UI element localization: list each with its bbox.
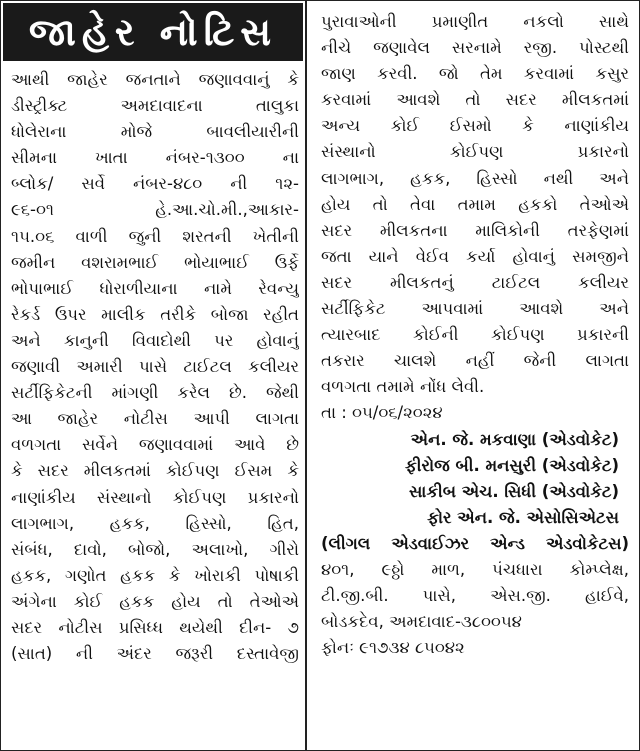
body-line: અને કાનુની વિવાદોથી પર હોવાનું <box>11 330 299 350</box>
body-line: જતા યાને વેઈવ કર્યા હોવાનું સમજીને <box>321 246 629 266</box>
notice-body-right <box>309 9 639 661</box>
body-line: સર્ટીફિકેટની માંગણી કરેલ છે. જેથી <box>11 383 299 403</box>
body-line: સંબંધ, દાવો, બોજો, અલાખો, ગીરો <box>11 539 299 559</box>
notice-title: જાહેર નોટિસ <box>3 3 303 61</box>
firm-descriptor: (લીગલ એડવાઈઝર એન્ડ એડવોકેટસ) <box>321 533 629 553</box>
body-line: નાણાંકીય સંસ્થાનો કોઈપણ પ્રકારનો <box>11 487 299 507</box>
body-line: ધોલેરાના મોજે બાવલીયારીની <box>11 122 299 142</box>
signatory-name: સાકીબ એચ. સિધી (એડવોકેટ) <box>408 481 619 501</box>
firm-name: ફોર એન. જે. એસોસિએટસ <box>427 507 619 527</box>
body-line: અન્ય કોઈ ઈસમો કે નાણાંકીય <box>321 116 629 136</box>
body-line: નીચે જણાવેલ સરનામે રજી. પોસ્ટથી <box>321 38 629 58</box>
notice-date: તા : ૦૫/૦૬/૨૦૨૪ <box>321 403 443 423</box>
signatory-name: એન. જે. મકવાણા (એડવોકેટ) <box>410 429 619 449</box>
body-line: બ્લોક/ સર્વે નંબર-૪૮૦ ની ૧૨- <box>11 174 299 194</box>
body-line: રેકર્ડ ઉપર માલીક તરીકે બોજા રહીત <box>11 304 299 324</box>
address-line: બોડકદેવ, અમદાવાદ-૩૮૦૦૫૪ <box>321 612 522 632</box>
body-line: જમીન વશરામભાઈ ભોયાભાઈ ઉર્ફે <box>11 252 299 272</box>
body-line: સદર મીલકતનું ટાઈટલ કલીયર <box>321 272 629 292</box>
notice-body-left <box>1 67 305 667</box>
body-line: સંસ્થાનો કોઈપણ પ્રકારનો <box>321 142 629 162</box>
body-line: લાગભાગ, હકક, હિસ્સો નથી અને <box>321 168 629 188</box>
body-line: ૧૫.૦૬ વાળી જુની શરતની ખેતીની <box>11 226 299 246</box>
body-line: વળગતા તમામે નોંધ લેવી. <box>321 377 485 397</box>
body-line: હોય તો તેવા તમામ હકકો તેઓએ <box>321 194 629 214</box>
body-line: કરવામાં આવશે તો સદર મીલકતમાં <box>321 90 629 110</box>
body-line: ૯૬-૦૧ હે.આ.ચો.મી.,આકાર- <box>11 200 299 220</box>
body-line: હકક, ગણોત હકક કે ખોરાકી પોષાકી <box>11 565 299 585</box>
address-line: ૪૦૧, ૯ઠ્ઠો માળ, પંચધારા કોમ્પ્લેક્ષ, <box>321 559 629 579</box>
body-line: આથી જાહેર જનતાને જણાવવાનું કે <box>11 70 299 89</box>
body-line: આ જાહેર નોટીસ આપી લાગતા <box>11 409 299 429</box>
body-line: તકરાર ચાલશે નહીં જેની લાગતા <box>321 351 629 371</box>
body-line: (સાત) ની અંદર જરૂરી દસ્તાવેજી <box>11 644 299 664</box>
address-line: ટી.જી.બી. પાસે, એસ.જી. હાઈવે, <box>321 586 629 606</box>
body-line: સદર નોટીસ પ્રસિધ્ધ થયેથી દીન- ૭ <box>11 617 299 637</box>
body-line: પુરાવાઓની પ્રમાણીત નકલો સાથે <box>321 12 629 31</box>
body-line: સર્ટીફિકેટ આપવામાં આવશે અને <box>321 299 629 319</box>
body-line: ડીસ્ટ્રીક્ટ અમદાવાદના તાલુકા <box>11 96 299 116</box>
body-line: વળગતા સર્વેને જણાવવામાં આવે છે <box>11 435 299 455</box>
body-line: અંગેના કોઈ હકક હોય તો તેઓએ <box>11 591 299 611</box>
body-line: સીમના ખાતા નંબર-૧૩૦૦ ના <box>11 148 299 168</box>
body-line: કે સદર મીલકતમાં કોઈપણ ઈસમ કે <box>11 461 299 481</box>
phone-number: ફોનઃ ૯૧૭૩૪ ૮૫૦૪૨ <box>321 638 465 658</box>
body-line: જાણ કરવી. જો તેમ કરવામાં કસુર <box>321 64 629 84</box>
body-line: લાગભાગ, હકક, હિસ્સો, હિત, <box>11 513 299 533</box>
body-line: ભોપાભાઈ ધોરાળીયાના નામે રેવન્યુ <box>11 278 299 298</box>
body-line: ત્યારબાદ કોઈની કોઈપણ પ્રકારની <box>321 325 629 345</box>
signatory-name: ફીરોજ બી. મનસુરી (એડવોકેટ) <box>405 455 619 475</box>
body-line: સદર મીલકતના માલિકોની તરફેણમાં <box>321 220 629 240</box>
body-line: જણાવી અમારી પાસે ટાઈટલ કલીયર <box>11 357 299 377</box>
notice-left-column <box>1 1 307 750</box>
notice-right-column <box>309 1 639 750</box>
